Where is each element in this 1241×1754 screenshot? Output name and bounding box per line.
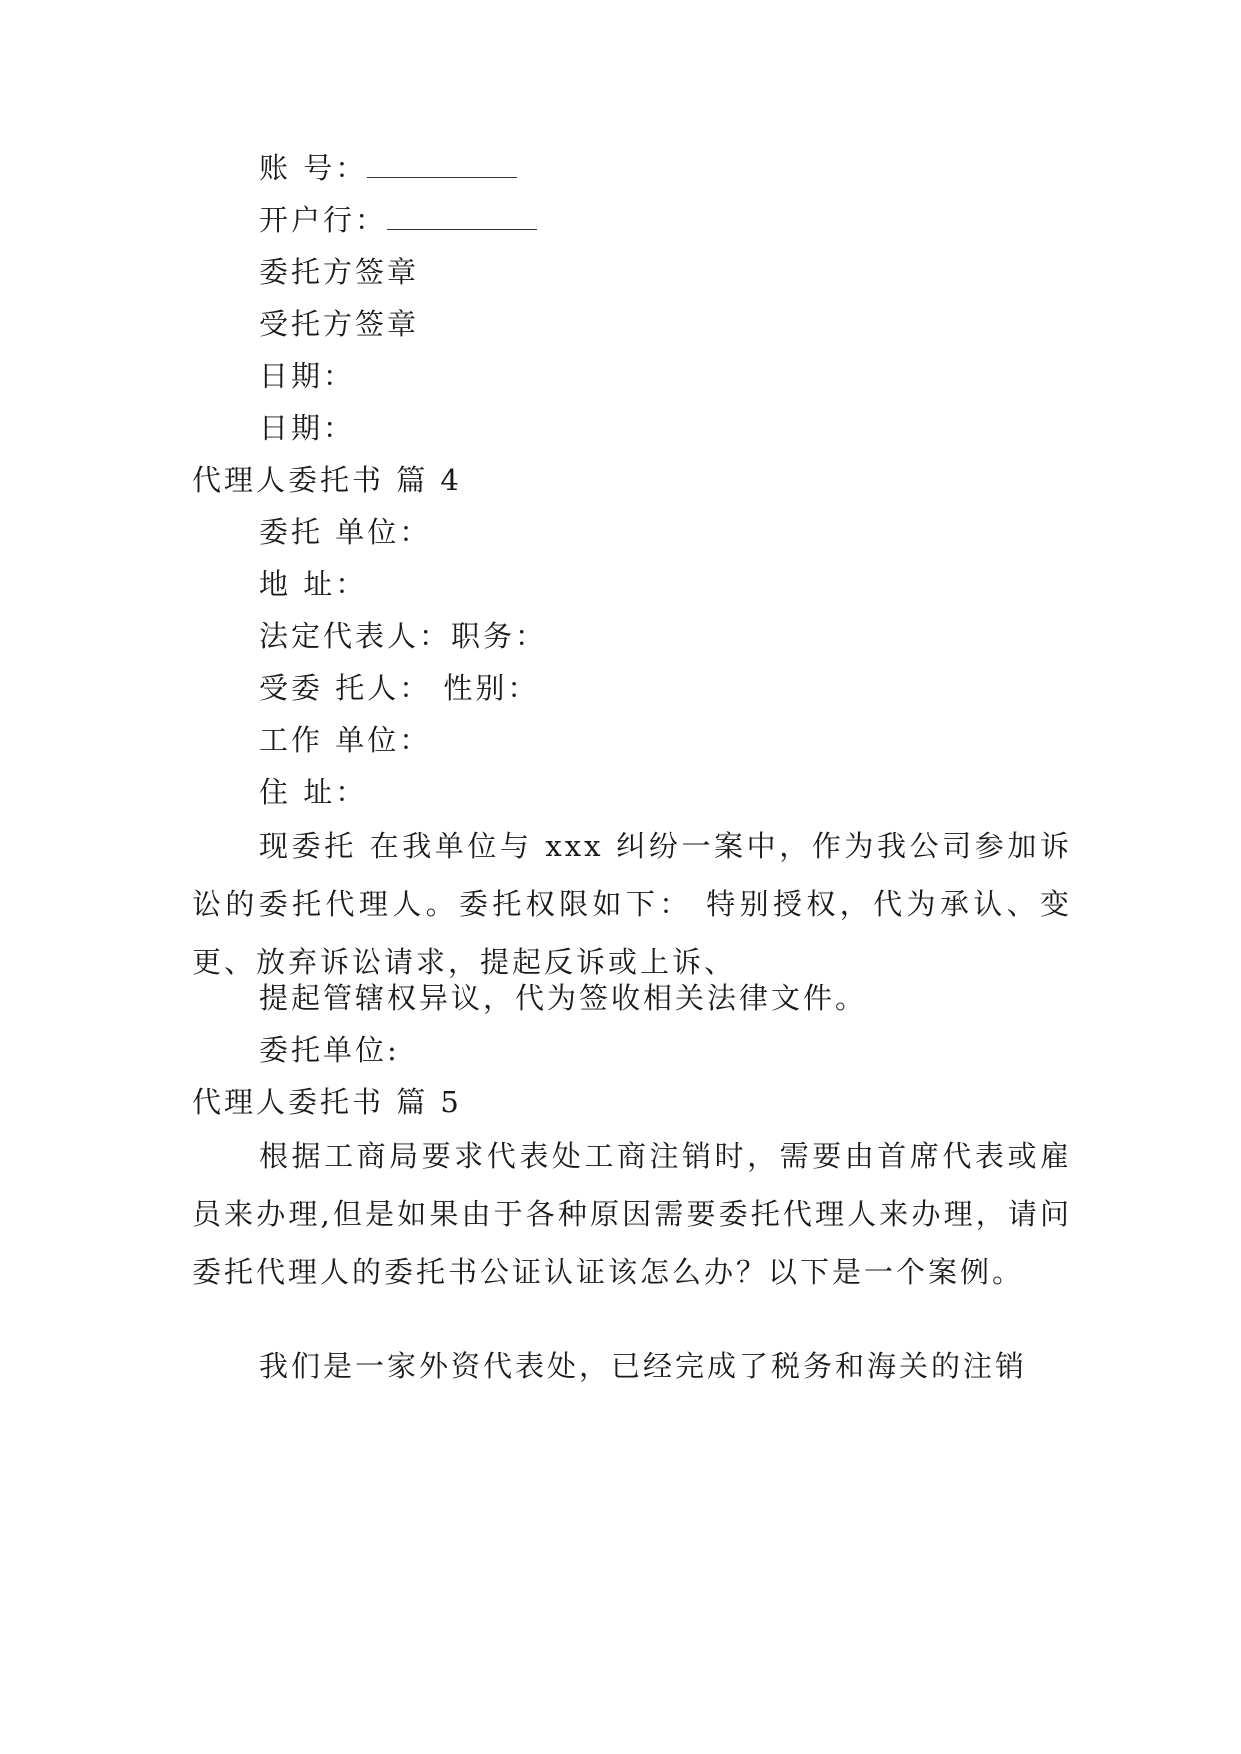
entrust-paragraph-2: 提起管辖权异议，代为签收相关法律文件。 (259, 981, 868, 1015)
bank-blank (387, 203, 537, 230)
date-line-1: 日期： (259, 359, 356, 393)
date-line-2: 日期： (259, 411, 356, 445)
bank-line (259, 200, 537, 240)
entrust-unit-line: 委托单位: (259, 1033, 400, 1067)
entrust-paragraph: 现委托 在我单位与 xxx 纠纷一案中，作为我公司参加诉讼的委托代理人。委托权限如下： 特别授权，代为承认、变更、放弃诉讼请求，提起反诉或上诉、 (192, 829, 1072, 979)
agent-seal: 受托方签章 (259, 307, 420, 341)
account-blank (367, 151, 517, 178)
paragraph-6: 我们是一家外资代表处，已经完成了税务和海关的注销 (259, 1349, 1028, 1383)
account-label: 账 号： (259, 151, 368, 185)
address-line: 地 址： (259, 567, 368, 601)
section-heading-4: 代理人委托书 篇 4 (192, 463, 462, 497)
paragraph-5: 根据工商局要求代表处工商注销时，需要由首席代表或雇员来办理,但是如果由于各种原因需要委托代理人来办理，请问委托代理人的委托书公证认证该怎么办？以下是一个案例。 (192, 1139, 1072, 1289)
trustee-line: 受委 托人： 性别： (259, 671, 540, 705)
unit-line: 委托 单位： (259, 515, 432, 549)
residence-line: 住 址： (259, 775, 368, 809)
account-line (259, 148, 517, 188)
section-heading-5: 代理人委托书 篇 5 (192, 1085, 462, 1119)
work-unit-line: 工作 单位： (259, 723, 432, 757)
principal-seal: 委托方签章 (259, 255, 420, 289)
bank-label: 开户行： (259, 203, 388, 237)
legal-rep-line: 法定代表人：职务： (259, 619, 548, 653)
